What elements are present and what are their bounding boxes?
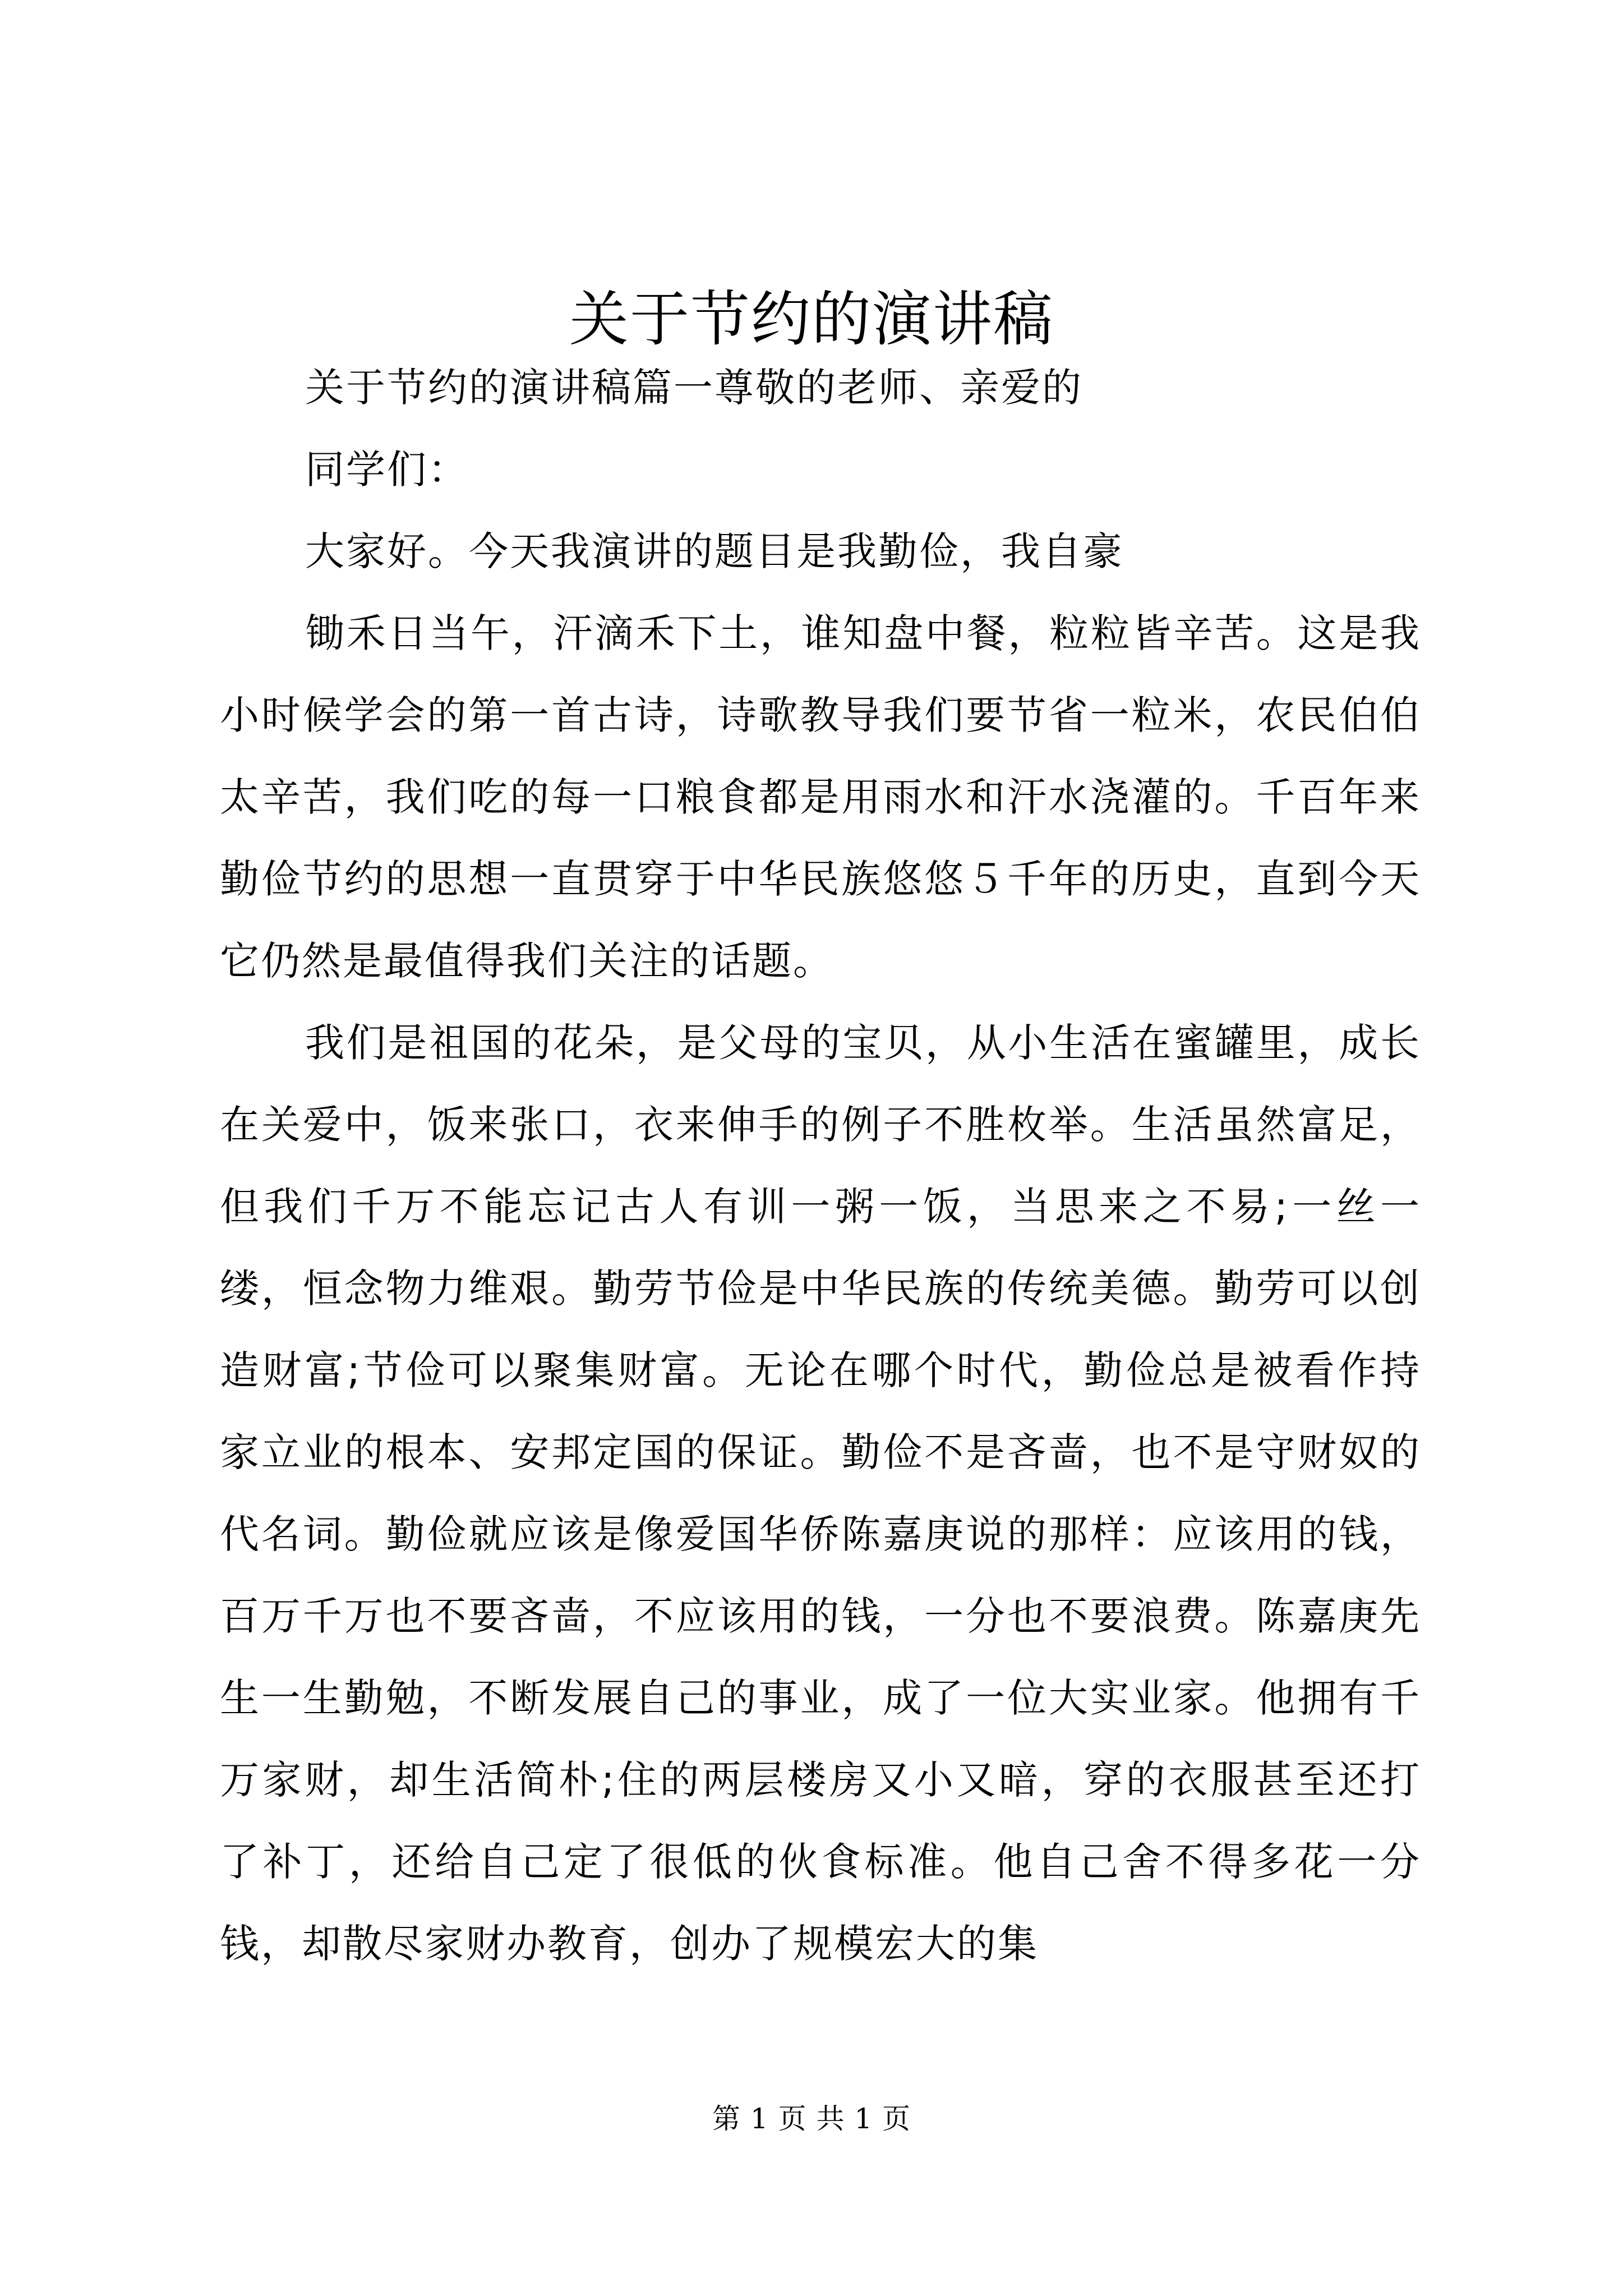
document-body [220, 347, 1421, 1985]
paragraph: 同学们： [305, 447, 469, 493]
paragraph: 关于节约的演讲稿篇一尊敬的老师、亲爱的 [305, 365, 1083, 411]
page-footer: 第 1 页 共 1 页 [712, 2102, 911, 2135]
paragraph: 锄禾日当午，汗滴禾下土，谁知盘中餐，粒粒皆辛苦。这是我小时候学会的第一首古诗，诗歌教导我们要节省一粒米，农民伯伯太辛苦，我们吃的每一口粮食都是用雨水和汗水浇灌的。千百年来勤俭节约的思想一直贯穿于中华民族悠悠５千年的历史，直到今天它仍然是最值得我们关注的话题。 [220, 610, 1421, 984]
document-title: 关于节约的演讲稿 [569, 285, 1054, 354]
paragraph: 我们是祖国的花朵，是父母的宝贝，从小生活在蜜罐里，成长在关爱中，饭来张口，衣来伸手的例子不胜枚举。生活虽然富足，但我们千万不能忘记古人有训一粥一饭，当思来之不易;一丝一缕，恒念物力维艰。勤劳节俭是中华民族的传统美德。勤劳可以创造财富;节俭可以聚集财富。无论在哪个时代，勤俭总是被看作持家立业的根本、安邦定国的保证。勤俭不是吝啬，也不是守财奴的代名词。勤俭就应该是像爱国华侨陈嘉庚说的那样：应该用的钱，百万千万也不要吝啬，不应该用的钱，一分也不要浪费。陈嘉庚先生一生勤勉，不断发展自己的事业，成了一位大实业家。他拥有千万家财，却生活简朴;住的两层楼房又小又暗，穿的衣服甚至还打了补丁，还给自己定了很低的伙食标准。他自己舍不得多花一分钱，却散尽家财办教育，创办了规模宏大的集 [220, 1020, 1421, 1967]
paragraph: 大家好。今天我演讲的题目是我勤俭，我自豪 [305, 528, 1124, 574]
